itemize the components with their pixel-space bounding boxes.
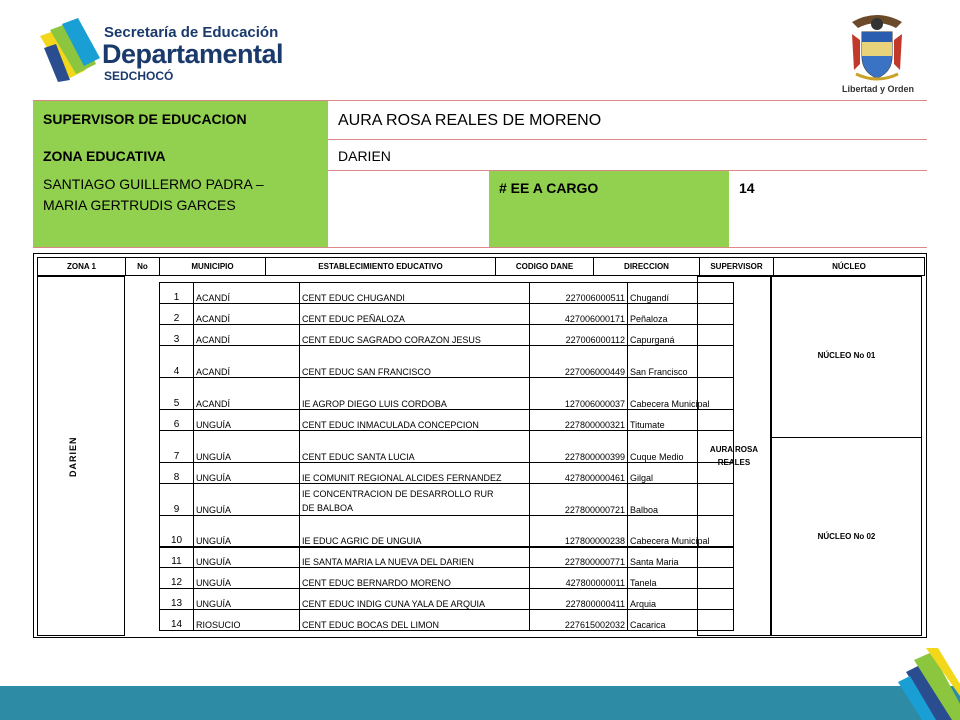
row-direccion: Tanela <box>628 568 734 589</box>
row-dane: 227800000411 <box>530 589 628 610</box>
row-no: 2 <box>160 304 194 325</box>
header-municipio: MUNICIPIO <box>160 258 266 276</box>
row-establecimiento: CENT EDUC SAGRADO CORAZON JESUS <box>300 325 530 346</box>
supervisor-name: AURA ROSA REALES <box>709 445 759 467</box>
zona-label: ZONA EDUCATIVA <box>43 148 166 164</box>
zona-value: DARIEN <box>338 148 391 164</box>
table-row <box>160 547 734 568</box>
logo-stripes-icon <box>38 18 100 82</box>
supervisor-value: AURA ROSA REALES DE MORENO <box>338 112 602 129</box>
row-dane: 227800000771 <box>530 547 628 568</box>
row-dane: 227006000511 <box>530 283 628 304</box>
table-row <box>160 431 734 463</box>
row-dane: 227615002032 <box>530 610 628 631</box>
row-direccion: Balboa <box>628 484 734 516</box>
row-establecimiento: CENT EDUC BERNARDO MORENO <box>300 568 530 589</box>
row-divider <box>33 247 927 248</box>
row-establecimiento-line2: DE BALBOA <box>302 503 354 513</box>
row-no: 4 <box>160 346 194 378</box>
row-municipio: ACANDÍ <box>194 304 300 325</box>
schools-table <box>33 253 927 638</box>
row-dane: 427800000011 <box>530 568 628 589</box>
table-row <box>160 463 734 484</box>
header-supervisor: SUPERVISOR <box>700 258 774 276</box>
row-establecimiento: IE COMUNIT REGIONAL ALCIDES FERNANDEZ <box>300 463 530 484</box>
ee-label-cell <box>489 171 729 247</box>
row-municipio: UNGUÍA <box>194 568 300 589</box>
row-establecimiento: IE SANTA MARIA LA NUEVA DEL DARIEN <box>300 547 530 568</box>
row-direccion: Titumate <box>628 410 734 431</box>
row-municipio: UNGUÍA <box>194 463 300 484</box>
header-establecimiento: ESTABLECIMIENTO EDUCATIVO <box>266 258 496 276</box>
sedchoco-logo <box>38 18 288 88</box>
row-direccion: Cabecera Municipal <box>628 516 734 547</box>
row-direccion: Cuque Medio <box>628 431 734 463</box>
row-direccion: Cabecera Municipal <box>628 378 734 410</box>
row-establecimiento: CENT EDUC SANTA LUCIA <box>300 431 530 463</box>
row-no: 7 <box>160 431 194 463</box>
header-no: No <box>126 258 160 276</box>
row-municipio: ACANDÍ <box>194 283 300 304</box>
zona-cell <box>37 276 125 636</box>
row-no: 10 <box>160 516 194 547</box>
header-codigo-dane: CODIGO DANE <box>496 258 594 276</box>
row-municipio: UNGUÍA <box>194 589 300 610</box>
row-municipio: UNGUÍA <box>194 516 300 547</box>
table-row <box>160 610 734 631</box>
row-no: 6 <box>160 410 194 431</box>
supervisor-label-cell <box>33 101 328 139</box>
row-dane: 227800000721 <box>530 484 628 516</box>
row-establecimiento: CENT EDUC BOCAS DEL LIMON <box>300 610 530 631</box>
row-no: 1 <box>160 283 194 304</box>
info-table <box>33 100 927 247</box>
row-dane: 227006000112 <box>530 325 628 346</box>
zona-label-cell <box>33 139 328 247</box>
supervisor-label: SUPERVISOR DE EDUCACION <box>43 111 247 127</box>
row-direccion: Cacarica <box>628 610 734 631</box>
motto-text: Libertad y Orden <box>842 84 915 94</box>
table-row <box>160 589 734 610</box>
row-direccion: Peñaloza <box>628 304 734 325</box>
table-row <box>160 516 734 547</box>
row-no: 3 <box>160 325 194 346</box>
row-direccion: San Francisco <box>628 346 734 378</box>
row-no: 8 <box>160 463 194 484</box>
row-establecimiento: IE CONCENTRACION DE DESARROLLO RUR <box>302 489 494 499</box>
table-row <box>160 378 734 410</box>
table-header <box>37 257 925 276</box>
coat-of-arms-icon <box>848 14 906 82</box>
nucleo-02: NÚCLEO No 02 <box>817 532 876 541</box>
logo-line-3: SEDCHOCÓ <box>104 69 174 83</box>
header-direccion: DIRECCION <box>594 258 700 276</box>
zona-value-vertical: DARIEN <box>68 436 78 477</box>
table-row <box>160 283 734 304</box>
row-municipio: ACANDÍ <box>194 346 300 378</box>
header-nucleo: NÚCLEO <box>774 258 925 276</box>
row-establecimiento: IE AGROP DIEGO LUIS CORDOBA <box>300 378 530 410</box>
row-establecimiento: CENT EDUC INMACULADA CONCEPCION <box>300 410 530 431</box>
header-zona: ZONA 1 <box>38 258 126 276</box>
nucleo-01: NÚCLEO No 01 <box>817 351 876 360</box>
ee-value-cell <box>729 171 927 247</box>
row-establecimiento: CENT EDUC CHUGANDI <box>300 283 530 304</box>
logo-line-2: Departamental <box>102 39 284 69</box>
row-establecimiento: IE EDUC AGRIC DE UNGUIA <box>300 516 530 547</box>
table-row <box>160 346 734 378</box>
row-no: 13 <box>160 589 194 610</box>
row-establecimiento-multiline <box>300 484 530 516</box>
table-row <box>160 484 734 516</box>
supervisor-cell <box>697 276 771 636</box>
ee-label: # EE A CARGO <box>499 180 599 196</box>
row-municipio: RIOSUCIO <box>194 610 300 631</box>
row-municipio: ACANDÍ <box>194 325 300 346</box>
row-dane: 227800000321 <box>530 410 628 431</box>
coordinators-names: SANTIAGO GUILLERMO PADRA – MARIA GERTRUDIS GARCES <box>43 176 264 213</box>
row-dane: 227800000399 <box>530 431 628 463</box>
logo-line-1: Secretaría de Educación <box>104 24 279 41</box>
row-direccion: Chugandí <box>628 283 734 304</box>
row-dane: 427006000171 <box>530 304 628 325</box>
table-row <box>160 568 734 589</box>
row-municipio: UNGUÍA <box>194 484 300 516</box>
row-no: 11 <box>160 547 194 568</box>
row-dane: 227006000449 <box>530 346 628 378</box>
footer-band <box>0 686 960 720</box>
row-direccion: Santa Maria <box>628 547 734 568</box>
ee-value: 14 <box>739 180 755 196</box>
table-row <box>160 304 734 325</box>
supervisor-value-cell <box>328 101 927 139</box>
row-municipio: UNGUÍA <box>194 431 300 463</box>
row-establecimiento: CENT EDUC PEÑALOZA <box>300 304 530 325</box>
row-direccion: Gilgal <box>628 463 734 484</box>
row-dane: 127800000238 <box>530 516 628 547</box>
zona-value-cell <box>328 139 927 171</box>
nucleo-divider <box>772 437 921 438</box>
nucleo-cell <box>771 276 922 636</box>
row-no: 5 <box>160 378 194 410</box>
row-dane: 427800000461 <box>530 463 628 484</box>
row-no: 14 <box>160 610 194 631</box>
row-municipio: ACANDÍ <box>194 378 300 410</box>
table-row <box>160 325 734 346</box>
coat-of-arms <box>842 14 915 100</box>
row-establecimiento: CENT EDUC SAN FRANCISCO <box>300 346 530 378</box>
row-direccion: Arquia <box>628 589 734 610</box>
row-dane: 127006000037 <box>530 378 628 410</box>
row-no: 9 <box>160 484 194 516</box>
table-row <box>160 410 734 431</box>
table-body <box>159 282 734 631</box>
row-no: 12 <box>160 568 194 589</box>
corner-stripes-icon <box>896 648 960 720</box>
row-municipio: UNGUÍA <box>194 547 300 568</box>
row-establecimiento: CENT EDUC INDIG CUNA YALA DE ARQUIA <box>300 589 530 610</box>
row-municipio: UNGUÍA <box>194 410 300 431</box>
row-direccion: Capurganá <box>628 325 734 346</box>
